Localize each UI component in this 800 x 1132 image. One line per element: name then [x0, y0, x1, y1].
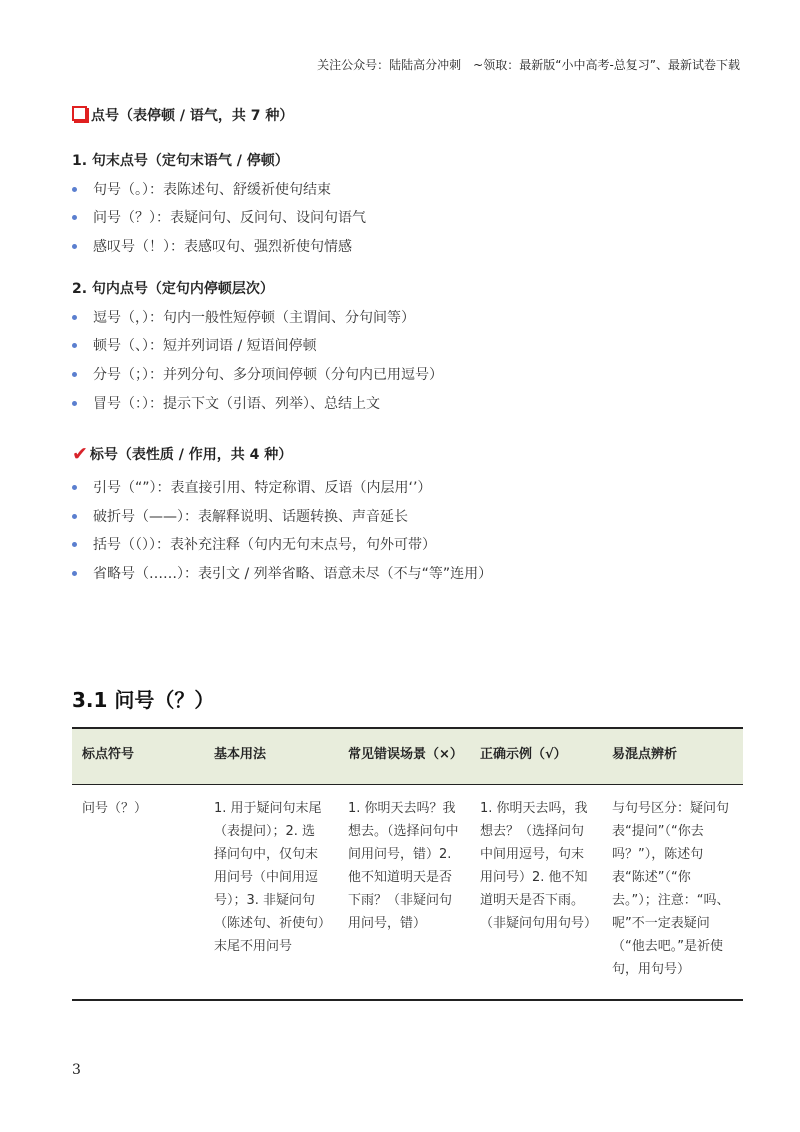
list-item: 破折号（——）：表解释说明、话题转换、声音延长	[72, 506, 408, 526]
list-item: 引号（“”）：表直接引用、特定称谓、反语（内层用‘’）	[72, 477, 431, 497]
list-item: 省略号（……）：表引文 / 列举省略、语意未尽（不与“等”连用）	[72, 563, 492, 583]
table-cell: 1. 你明天去吗？我想去。（选择问句中间用问号，错）2. 他不知道明天是否下雨？（非疑问句用问号，错）	[348, 801, 459, 931]
table-row	[72, 785, 743, 1001]
column-header: 易混点辨析	[602, 728, 743, 785]
table-header-row	[72, 728, 743, 785]
bullet-icon	[72, 542, 77, 547]
bullet-icon	[72, 401, 77, 406]
bullet-icon	[72, 571, 77, 576]
bullet-icon	[72, 315, 77, 320]
bullet-icon	[72, 187, 77, 192]
column-header: 基本用法	[204, 728, 338, 785]
table-cell: 与句号区分：疑问句表“提问”（“你去吗？”），陈述句表“陈述”（“你去。”）；注意：“吗、呢”不一定表疑问（“他去吧。”是祈使句，用句号）	[612, 801, 730, 977]
section-title-text: 点号（表停顿 / 语气，共 7 种）	[91, 108, 294, 124]
section-title-biaohao	[72, 444, 292, 464]
list-item: 顿号（、）：短并列词语 / 短语间停顿	[72, 335, 317, 355]
group-title-juomo: 1. 句末点号（定句末语气 / 停顿）	[72, 153, 289, 169]
table-cell: 1. 用于疑问句末尾（表提问）；2. 选择问句中，仅句末用问号（中间用逗号）；3. 非疑问句（陈述句、祈使句）末尾不用问号	[214, 801, 325, 954]
bullet-icon	[72, 514, 77, 519]
section-title-text: 标号（表性质 / 作用，共 4 种）	[89, 447, 293, 463]
page-header: 关注公众号：陆陆高分冲刺 ~领取：最新版“小中高考-总复习”、最新试卷下载	[317, 58, 740, 72]
column-header: 标点符号	[72, 728, 204, 785]
page-number: 3	[72, 1062, 81, 1078]
checkbox-icon	[72, 106, 87, 121]
section-heading-3-1: 3.1 问号（？）	[72, 688, 215, 712]
list-item: 句号（。）：表陈述句、舒缓祈使句结束	[72, 179, 331, 199]
table-cell: 问号（？）	[82, 801, 148, 816]
group-title-junei: 2. 句内点号（定句内停顿层次）	[72, 281, 274, 297]
punctuation-table	[72, 727, 743, 1001]
bullet-icon	[72, 343, 77, 348]
list-item: 括号（（））：表补充注释（句内无句末点号，句外可带）	[72, 534, 436, 554]
bullet-icon	[72, 215, 77, 220]
column-header: 常见错误场景（×）	[338, 728, 470, 785]
list-item: 分号（；）：并列分句、多分项间停顿（分句内已用逗号）	[72, 364, 443, 384]
section-title-dianhao	[72, 105, 293, 125]
bullet-icon	[72, 244, 77, 249]
checkmark-icon: ✔	[72, 442, 88, 465]
list-item: 感叹号（！）：表感叹句、强烈祈使句情感	[72, 236, 352, 256]
bullet-icon	[72, 485, 77, 490]
table-cell: 1. 你明天去吗，我想去？（选择问句中间用逗号，句末用问号）2. 他不知道明天是否下雨。（非疑问句用句号）	[480, 801, 598, 931]
column-header: 正确示例（√）	[470, 728, 602, 785]
list-item: 问号（？）：表疑问句、反问句、设问句语气	[72, 207, 366, 227]
list-item: 逗号（，）：句内一般性短停顿（主谓间、分句间等）	[72, 307, 415, 327]
bullet-icon	[72, 372, 77, 377]
list-item: 冒号（：）：提示下文（引语、列举）、总结上文	[72, 393, 380, 413]
